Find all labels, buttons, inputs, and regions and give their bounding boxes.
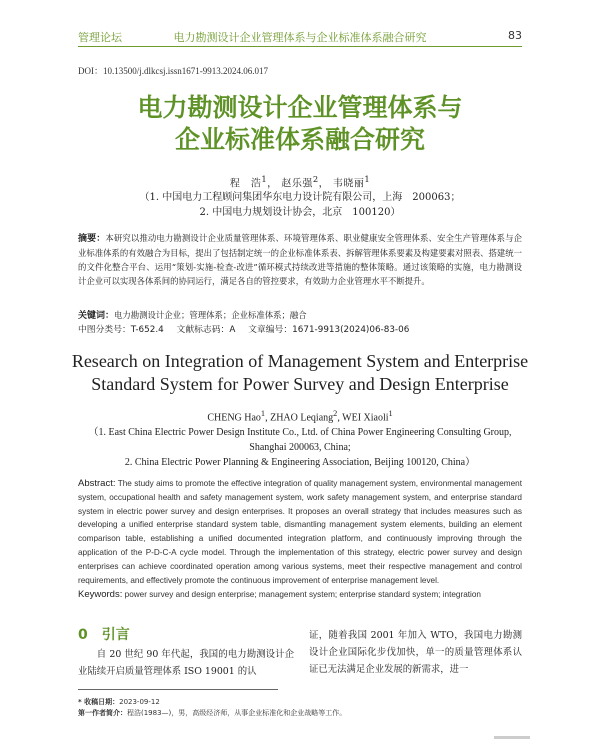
abstract-label: Abstract:	[78, 478, 116, 489]
abstract-text: 本研究以推动电力勘测设计企业质量管理体系、环境管理体系、职业健康安全管理体系、安全生产管理体系与企业标准体系的有效融合为目标，提出了包括制定统一的企业标准体系表、拆解管理体系要素及构建要素对照表、搭建统一的文件化整合平台、运用“策划-实施-检查-改进”循环模式持续改进等措施的整体策略。通过该策略的实施，电力勘测设计企业可以实现各体系间的协同运行，满足各自的管控要求，有效助力企业管理水平不断提升。	[78, 233, 522, 286]
author-name: WEI Xiaoli	[342, 412, 389, 424]
footnote-received	[78, 697, 522, 707]
english-title	[60, 350, 540, 396]
english-title-line-2: Standard System for Power Survey and Design Enterprise	[91, 374, 509, 394]
affiliation-line: （1. 中国电力工程顾问集团华东电力设计院有限公司，上海 200063；	[139, 192, 461, 203]
abstract-text: The study aims to promote the effective integration of quality management system, environmental management system, occupational health and safety management system, work safety management system, and enterprise standard system in electric power survey and design enterprises. It proposes an overall strategy that includes measures such as developing a unified enterprise standard system table, dismantling management system elements, building an element comparison table, establishing a unified documented integration platform, and continuously improving through the application of the P-D-C-A cycle model. Through the implementation of this strategy, electric power survey and design enterprises can achieve coordinated operation among various systems, meet their respective management and control requirements, and effectively promote the continuous improvement of enterprise management level.	[78, 479, 522, 585]
running-header-title: 电力勘测设计企业管理体系与企业标准体系融合研究	[173, 31, 427, 44]
english-affiliations	[0, 425, 600, 470]
author-affil-mark: 1	[260, 409, 266, 418]
footnote-author-bio	[78, 708, 522, 718]
chinese-title-line-1: 电力勘测设计企业管理体系与	[137, 93, 463, 122]
affiliation-line: Shanghai 200063, China;	[249, 442, 351, 453]
affiliation-line: 2. China Electric Power Planning & Engineering Association, Beijing 100120, China）	[124, 457, 476, 468]
running-header-column: 管理论坛	[78, 31, 122, 44]
footnote-value: 2023-09-12	[119, 698, 160, 706]
author-name: 程 浩	[229, 178, 262, 190]
author-affil-mark: 1	[364, 174, 371, 184]
page-number: 83	[508, 29, 522, 42]
section-heading-intro	[78, 624, 130, 644]
section-title: 引言	[101, 627, 130, 643]
author-affil-mark: 1	[261, 174, 268, 184]
body-column-right: 证，随着我国 2001 年加入 WTO，我国电力勘测设计企业国际化步伐加快，单一的质量管理体系认证已无法满足企业发展的新需求，进一	[309, 630, 522, 675]
cls-value: T-652.4	[130, 325, 164, 335]
chinese-title	[78, 92, 522, 156]
keywords-label: 关键词：	[78, 311, 115, 321]
chinese-affiliations	[0, 190, 600, 220]
author-name: 赵乐强	[281, 178, 313, 190]
footnote-rule	[78, 689, 278, 690]
keywords-text: 电力勘测设计企业；管理体系；企业标准体系；融合	[114, 310, 307, 320]
article-no-label: 文章编号：	[248, 325, 293, 335]
body-column-left: 自 20 世纪 90 年代起，我国的电力勘测设计企业陆续开启质量管理体系 ISO 19001 的认	[78, 649, 294, 677]
keywords-label: Keywords:	[78, 589, 123, 600]
author-affil-mark: 2	[312, 174, 319, 184]
chinese-title-line-2: 企业标准体系融合研究	[174, 125, 425, 154]
section-number: 0	[78, 627, 88, 643]
doi: DOI：10.13500/j.dlkcsj.issn1671-9913.2024.06.017	[78, 66, 268, 76]
author-affil-mark: 1	[388, 409, 393, 418]
english-title-line-1: Research on Integration of Management System and Enterprise	[71, 351, 529, 371]
doc-code-value: A	[229, 325, 236, 335]
english-authors: CHENG Hao$^1$, ZHAO Leqiang$^2$, WEI Xiaoli$^1$	[207, 409, 393, 424]
author-name: 韦晓丽	[332, 178, 365, 190]
chinese-abstract	[78, 231, 522, 288]
footnote-value: 程浩(1983—)，男，高级经济师，从事企业标准化和企业战略等工作。	[127, 709, 347, 717]
footnote-label: 第一作者简介：	[78, 709, 127, 717]
cls-label: 中图分类号：	[78, 325, 131, 335]
page-corner-mark	[494, 736, 530, 739]
affiliation-line: 2. 中国电力规划设计协会，北京 100120）	[199, 207, 401, 218]
chinese-keywords	[78, 308, 522, 321]
doc-code-label: 文献标志码：	[176, 325, 230, 335]
header-rule	[78, 46, 522, 47]
affiliation-line: （1. East China Electric Power Design Institute Co., Ltd. of China Power Engineering Consulting Group,	[88, 427, 512, 438]
chinese-authors: 程 浩$^1$， 赵乐强$^2$， 韦晓丽$^1$	[229, 174, 371, 190]
english-keywords	[78, 589, 522, 600]
abstract-label: 摘要：	[78, 234, 106, 244]
author-affil-mark: 2	[333, 409, 338, 418]
author-name: CHENG Hao	[207, 412, 261, 424]
keywords-text: power survey and design enterprise; management system; enterprise standard system; integration	[122, 590, 481, 599]
footnote-label: * 收稿日期：	[78, 698, 120, 706]
english-abstract	[78, 477, 522, 587]
article-no-value: 1671-9913(2024)06-83-06	[292, 325, 410, 335]
classification-line	[78, 322, 522, 335]
author-name: ZHAO Leqiang	[270, 412, 334, 424]
